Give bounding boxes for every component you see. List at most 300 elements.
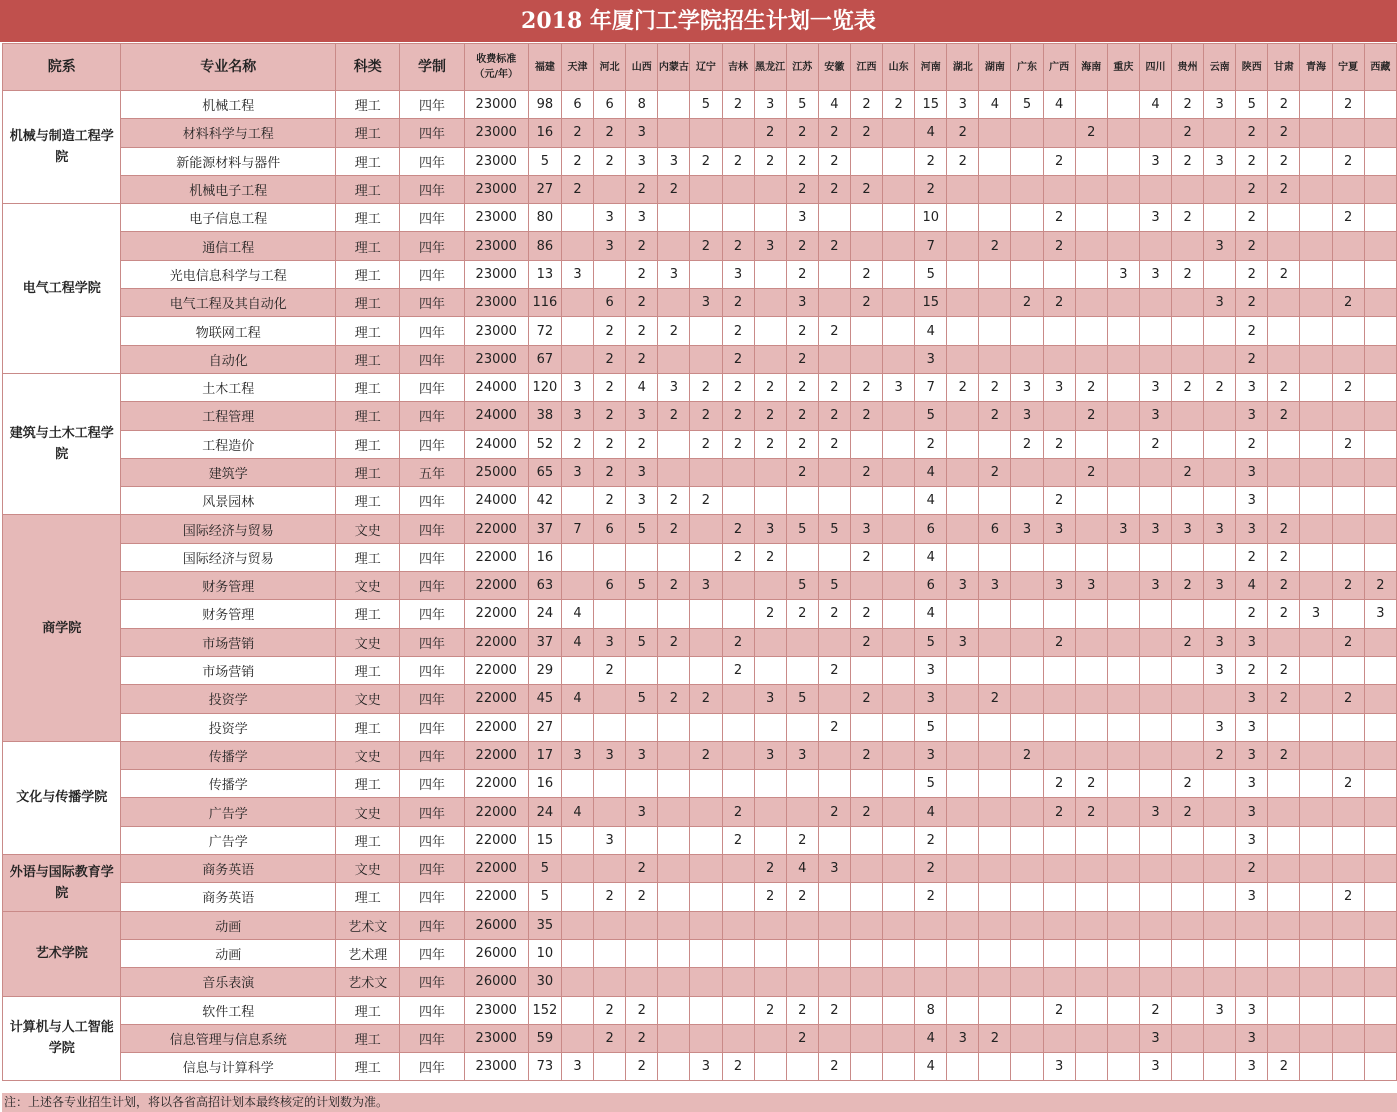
quota-cell (1139, 119, 1171, 147)
quota-cell (979, 826, 1011, 854)
category-cell: 文史 (336, 741, 400, 769)
quota-cell (626, 826, 658, 854)
quota-cell (850, 656, 882, 684)
quota-cell (1043, 345, 1075, 373)
major-cell: 动画 (121, 911, 336, 939)
quota-cell (722, 996, 754, 1024)
quota-cell (690, 175, 722, 203)
quota-cell: 3 (594, 628, 626, 656)
table-row (3, 572, 1397, 600)
quota-cell: 2 (1268, 685, 1300, 713)
quota-cell (658, 996, 690, 1024)
quota-cell (1011, 1053, 1043, 1081)
years-cell: 四年 (400, 911, 464, 939)
quota-cell: 2 (594, 147, 626, 175)
quota-cell: 2 (1172, 572, 1204, 600)
quota-cell: 2 (754, 543, 786, 571)
table-row (3, 600, 1397, 628)
quota-cell: 2 (1236, 543, 1268, 571)
major-cell: 投资学 (121, 713, 336, 741)
quota-cell (1204, 1053, 1236, 1081)
quota-cell (1300, 685, 1332, 713)
quota-cell (1204, 770, 1236, 798)
quota-cell: 2 (786, 883, 818, 911)
quota-cell (1268, 345, 1300, 373)
table-row (3, 317, 1397, 345)
major-cell: 传播学 (121, 770, 336, 798)
quota-cell (947, 175, 979, 203)
fee-cell: 25000 (464, 458, 528, 486)
quota-cell: 2 (1236, 232, 1268, 260)
quota-cell (883, 204, 915, 232)
quota-cell: 3 (1204, 232, 1236, 260)
quota-cell (690, 1024, 722, 1052)
quota-cell (1011, 713, 1043, 741)
table-row (3, 770, 1397, 798)
quota-cell (947, 741, 979, 769)
quota-cell (1300, 798, 1332, 826)
quota-cell: 5 (915, 713, 947, 741)
quota-cell: 3 (1236, 798, 1268, 826)
fee-cell: 22000 (464, 798, 528, 826)
quota-cell: 3 (1139, 402, 1171, 430)
quota-cell: 2 (1364, 572, 1396, 600)
quota-cell: 2 (626, 855, 658, 883)
major-cell: 电子信息工程 (121, 204, 336, 232)
quota-cell (786, 656, 818, 684)
quota-cell (1332, 968, 1364, 996)
quota-cell (1107, 996, 1139, 1024)
quota-cell (1075, 1053, 1107, 1081)
quota-cell (979, 968, 1011, 996)
quota-cell (883, 260, 915, 288)
quota-cell: 2 (594, 996, 626, 1024)
quota-cell (1364, 373, 1396, 401)
quota-cell (1300, 430, 1332, 458)
quota-cell: 2 (658, 487, 690, 515)
quota-cell (1043, 543, 1075, 571)
major-cell: 土木工程 (121, 373, 336, 401)
quota-cell: 5 (786, 515, 818, 543)
quota-cell: 2 (1332, 628, 1364, 656)
quota-cell: 63 (528, 572, 561, 600)
quota-cell: 2 (1268, 91, 1300, 119)
quota-cell (1364, 204, 1396, 232)
quota-cell: 3 (1139, 515, 1171, 543)
quota-cell: 5 (528, 883, 561, 911)
quota-cell (1011, 855, 1043, 883)
quota-cell (561, 232, 593, 260)
major-cell: 国际经济与贸易 (121, 543, 336, 571)
quota-cell (722, 119, 754, 147)
quota-cell (1300, 1053, 1332, 1081)
quota-cell: 2 (850, 260, 882, 288)
quota-cell (1364, 1024, 1396, 1052)
quota-cell: 2 (850, 798, 882, 826)
quota-cell (947, 656, 979, 684)
table-row (3, 345, 1397, 373)
quota-cell (883, 600, 915, 628)
quota-cell (818, 826, 850, 854)
quota-cell: 2 (1011, 289, 1043, 317)
quota-cell: 4 (818, 91, 850, 119)
quota-cell: 2 (1043, 487, 1075, 515)
quota-cell: 152 (528, 996, 561, 1024)
quota-cell (754, 968, 786, 996)
quota-cell (1011, 204, 1043, 232)
quota-cell (561, 543, 593, 571)
quota-cell (1107, 628, 1139, 656)
quota-cell (1300, 91, 1332, 119)
quota-cell (1107, 968, 1139, 996)
quota-cell: 2 (690, 373, 722, 401)
quota-cell: 2 (594, 119, 626, 147)
quota-cell: 2 (979, 232, 1011, 260)
years-cell: 四年 (400, 883, 464, 911)
quota-cell: 3 (1139, 572, 1171, 600)
quota-cell (1075, 232, 1107, 260)
fee-cell: 22000 (464, 770, 528, 798)
quota-cell (561, 1024, 593, 1052)
quota-cell (947, 996, 979, 1024)
quota-cell: 2 (690, 487, 722, 515)
quota-cell (1300, 204, 1332, 232)
quota-cell (658, 939, 690, 967)
quota-cell (1139, 317, 1171, 345)
quota-cell (1139, 345, 1171, 373)
major-cell: 财务管理 (121, 600, 336, 628)
quota-cell (1364, 826, 1396, 854)
header-major: 专业名称 (121, 44, 336, 91)
quota-cell (1332, 600, 1364, 628)
quota-cell: 2 (754, 402, 786, 430)
quota-cell: 3 (1204, 996, 1236, 1024)
quota-cell (850, 968, 882, 996)
quota-cell (1332, 826, 1364, 854)
quota-cell (883, 402, 915, 430)
quota-cell (1075, 855, 1107, 883)
quota-cell (1268, 770, 1300, 798)
quota-cell (979, 996, 1011, 1024)
quota-cell: 3 (561, 1053, 593, 1081)
quota-cell (947, 487, 979, 515)
quota-cell (594, 685, 626, 713)
quota-cell (1172, 289, 1204, 317)
quota-cell (850, 487, 882, 515)
quota-cell (754, 345, 786, 373)
quota-cell: 2 (1236, 656, 1268, 684)
quota-cell: 3 (1300, 600, 1332, 628)
quota-cell (1107, 939, 1139, 967)
quota-cell: 2 (722, 91, 754, 119)
fee-cell: 23000 (464, 996, 528, 1024)
quota-cell: 2 (1332, 147, 1364, 175)
quota-cell: 3 (594, 826, 626, 854)
quota-cell (1204, 402, 1236, 430)
quota-cell: 4 (979, 91, 1011, 119)
quota-cell (658, 345, 690, 373)
quota-cell (1300, 345, 1332, 373)
quota-cell: 2 (722, 826, 754, 854)
table-row (3, 458, 1397, 486)
quota-cell (1332, 487, 1364, 515)
quota-cell (1172, 487, 1204, 515)
quota-cell: 3 (1043, 1053, 1075, 1081)
quota-cell (1332, 798, 1364, 826)
category-cell: 文史 (336, 855, 400, 883)
quota-cell: 2 (786, 402, 818, 430)
quota-cell (1107, 204, 1139, 232)
quota-cell (690, 260, 722, 288)
quota-cell: 3 (690, 572, 722, 600)
quota-cell (1075, 543, 1107, 571)
fee-cell: 26000 (464, 911, 528, 939)
quota-cell (594, 968, 626, 996)
quota-cell: 27 (528, 713, 561, 741)
department-cell: 计算机与人工智能学院 (3, 996, 121, 1081)
quota-cell (1075, 656, 1107, 684)
quota-cell: 2 (626, 996, 658, 1024)
years-cell: 四年 (400, 600, 464, 628)
quota-cell: 2 (594, 430, 626, 458)
quota-cell (850, 855, 882, 883)
quota-cell: 2 (1268, 656, 1300, 684)
fee-cell: 26000 (464, 968, 528, 996)
quota-cell (1204, 685, 1236, 713)
quota-cell: 2 (1172, 91, 1204, 119)
quota-cell (1300, 939, 1332, 967)
quota-cell (1043, 317, 1075, 345)
quota-cell (1011, 317, 1043, 345)
table-row (3, 685, 1397, 713)
quota-cell (786, 968, 818, 996)
header-province: 青海 (1300, 44, 1332, 91)
quota-cell (979, 260, 1011, 288)
department-cell: 外语与国际教育学院 (3, 855, 121, 912)
quota-cell (754, 656, 786, 684)
quota-cell (1011, 600, 1043, 628)
header-province: 山西 (626, 44, 658, 91)
quota-cell (658, 119, 690, 147)
quota-cell: 2 (1043, 204, 1075, 232)
quota-cell (1204, 911, 1236, 939)
quota-cell: 2 (915, 175, 947, 203)
quota-cell (1107, 91, 1139, 119)
quota-cell (883, 855, 915, 883)
years-cell: 四年 (400, 345, 464, 373)
quota-cell: 3 (594, 232, 626, 260)
quota-cell (1268, 939, 1300, 967)
quota-cell: 5 (915, 628, 947, 656)
quota-cell: 2 (1236, 119, 1268, 147)
quota-cell (1139, 175, 1171, 203)
quota-cell: 3 (626, 741, 658, 769)
quota-cell (594, 713, 626, 741)
header-province: 黑龙江 (754, 44, 786, 91)
quota-cell (850, 345, 882, 373)
quota-cell (883, 996, 915, 1024)
quota-cell (754, 1053, 786, 1081)
category-cell: 理工 (336, 996, 400, 1024)
quota-cell: 2 (818, 996, 850, 1024)
quota-cell: 6 (594, 91, 626, 119)
quota-cell: 2 (1268, 741, 1300, 769)
quota-cell (658, 600, 690, 628)
table-row (3, 147, 1397, 175)
years-cell: 四年 (400, 430, 464, 458)
category-cell: 理工 (336, 373, 400, 401)
quota-cell (1364, 1053, 1396, 1081)
quota-cell (1332, 345, 1364, 373)
quota-cell: 4 (1139, 91, 1171, 119)
quota-cell (818, 487, 850, 515)
fee-cell: 22000 (464, 826, 528, 854)
quota-cell (594, 770, 626, 798)
quota-cell (1300, 855, 1332, 883)
quota-cell (658, 826, 690, 854)
quota-cell: 2 (1075, 402, 1107, 430)
quota-cell (1011, 345, 1043, 373)
quota-cell (722, 458, 754, 486)
table-row (3, 232, 1397, 260)
category-cell: 理工 (336, 600, 400, 628)
quota-cell (1332, 939, 1364, 967)
quota-cell: 3 (1107, 515, 1139, 543)
quota-cell: 6 (594, 515, 626, 543)
quota-cell: 2 (786, 345, 818, 373)
quota-cell (1075, 515, 1107, 543)
quota-cell (1043, 656, 1075, 684)
fee-cell: 26000 (464, 939, 528, 967)
quota-cell (1172, 345, 1204, 373)
quota-cell: 3 (883, 373, 915, 401)
quota-cell (1139, 543, 1171, 571)
quota-cell: 2 (1043, 798, 1075, 826)
quota-cell: 2 (1236, 430, 1268, 458)
quota-cell (1364, 289, 1396, 317)
quota-cell (979, 855, 1011, 883)
quota-cell (1364, 741, 1396, 769)
quota-cell: 2 (1075, 373, 1107, 401)
quota-cell: 3 (1139, 1053, 1171, 1081)
quota-cell (1332, 996, 1364, 1024)
quota-cell (1332, 260, 1364, 288)
quota-cell (1364, 515, 1396, 543)
quota-cell: 2 (1043, 147, 1075, 175)
quota-cell (1300, 487, 1332, 515)
quota-cell (947, 770, 979, 798)
quota-cell: 2 (786, 317, 818, 345)
quota-cell (1364, 430, 1396, 458)
quota-cell: 2 (754, 883, 786, 911)
quota-cell (1300, 911, 1332, 939)
quota-cell (561, 317, 593, 345)
quota-cell: 5 (626, 515, 658, 543)
quota-cell: 5 (786, 91, 818, 119)
header-province: 海南 (1075, 44, 1107, 91)
quota-cell: 2 (561, 175, 593, 203)
quota-cell: 2 (1236, 260, 1268, 288)
page-title: 2018 年厦门工学院招生计划一览表 (0, 0, 1397, 42)
quota-cell (1075, 1024, 1107, 1052)
quota-cell (850, 572, 882, 600)
quota-cell: 2 (594, 656, 626, 684)
quota-cell (979, 770, 1011, 798)
quota-cell (658, 713, 690, 741)
quota-cell: 2 (690, 402, 722, 430)
quota-cell: 4 (561, 685, 593, 713)
years-cell: 四年 (400, 232, 464, 260)
category-cell: 理工 (336, 826, 400, 854)
quota-cell (1139, 600, 1171, 628)
quota-cell (561, 968, 593, 996)
quota-cell (690, 911, 722, 939)
quota-cell: 2 (915, 826, 947, 854)
quota-cell (1139, 883, 1171, 911)
quota-cell: 3 (1236, 1024, 1268, 1052)
quota-cell: 2 (594, 373, 626, 401)
quota-cell (979, 911, 1011, 939)
quota-cell (561, 826, 593, 854)
quota-cell (1268, 289, 1300, 317)
quota-cell: 3 (947, 91, 979, 119)
quota-cell (1011, 119, 1043, 147)
quota-cell (1300, 289, 1332, 317)
quota-cell: 2 (1043, 996, 1075, 1024)
quota-cell: 4 (561, 798, 593, 826)
quota-cell (979, 204, 1011, 232)
quota-cell (658, 656, 690, 684)
quota-cell (1139, 487, 1171, 515)
quota-cell (1107, 289, 1139, 317)
years-cell: 四年 (400, 968, 464, 996)
quota-cell (754, 175, 786, 203)
quota-cell (1300, 883, 1332, 911)
quota-cell: 2 (626, 430, 658, 458)
quota-cell (818, 770, 850, 798)
quota-cell: 3 (786, 204, 818, 232)
quota-cell (818, 289, 850, 317)
quota-cell: 3 (786, 289, 818, 317)
quota-cell: 10 (915, 204, 947, 232)
quota-cell (1107, 232, 1139, 260)
quota-cell: 2 (658, 402, 690, 430)
quota-cell (1043, 911, 1075, 939)
quota-cell (594, 911, 626, 939)
quota-cell: 2 (690, 232, 722, 260)
quota-cell (594, 1053, 626, 1081)
quota-cell: 15 (528, 826, 561, 854)
quota-cell (1043, 260, 1075, 288)
quota-cell: 3 (626, 204, 658, 232)
quota-cell: 2 (658, 685, 690, 713)
quota-cell (658, 543, 690, 571)
quota-cell (1332, 119, 1364, 147)
quota-cell (947, 968, 979, 996)
quota-cell: 2 (979, 402, 1011, 430)
quota-cell: 65 (528, 458, 561, 486)
quota-cell: 2 (818, 600, 850, 628)
quota-cell: 24 (528, 798, 561, 826)
quota-cell: 4 (1043, 91, 1075, 119)
department-cell: 电气工程学院 (3, 204, 121, 374)
quota-cell (818, 628, 850, 656)
quota-cell: 3 (1139, 260, 1171, 288)
header-province: 天津 (561, 44, 593, 91)
quota-cell (883, 119, 915, 147)
quota-cell (883, 628, 915, 656)
quota-cell (658, 855, 690, 883)
